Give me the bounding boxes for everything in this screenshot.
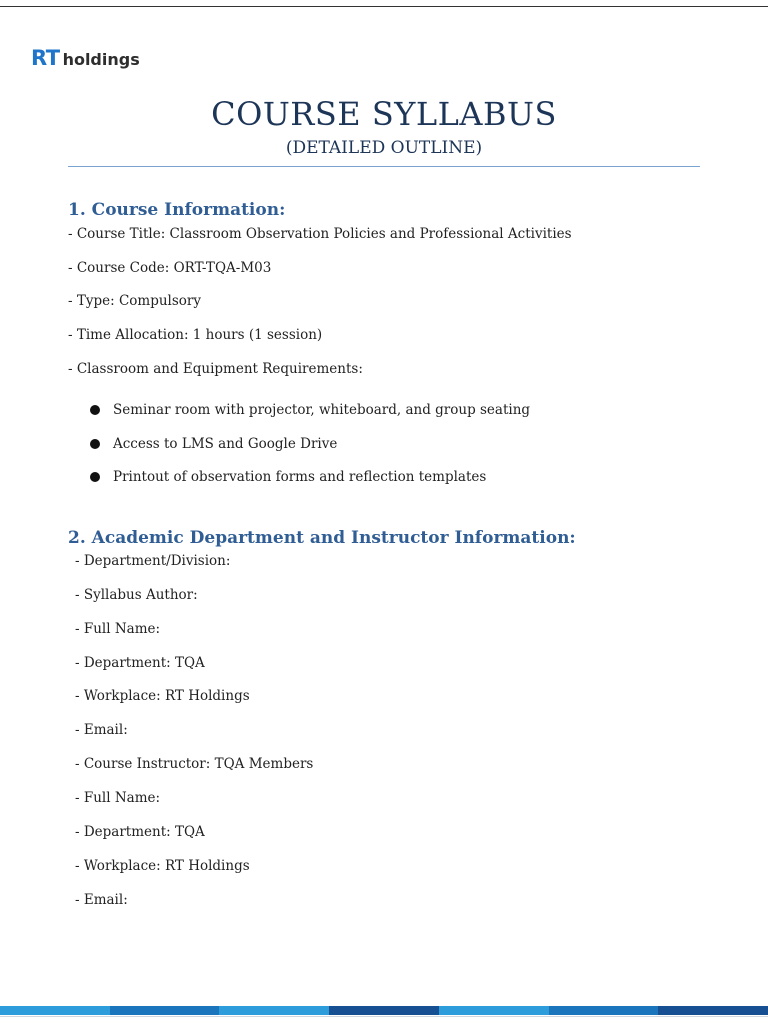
instructor-workplace-line: - Workplace: RT Holdings [75, 858, 250, 874]
bullet-text: Access to LMS and Google Drive [113, 436, 338, 452]
time-allocation-line: - Time Allocation: 1 hours (1 session) [68, 327, 323, 343]
list-item [90, 402, 530, 418]
footer-segment [439, 1006, 549, 1015]
footer-segment [0, 1006, 110, 1015]
section-heading-course-information: 1. Course Information: [68, 200, 286, 220]
footer-segment [329, 1006, 439, 1015]
footer-segment [219, 1006, 329, 1015]
section-heading-department-instructor: 2. Academic Department and Instructor Information: [68, 528, 576, 548]
course-code-line: - Course Code: ORT-TQA-M03 [68, 260, 272, 276]
bullet-icon [90, 472, 100, 482]
footer-color-band [0, 1006, 768, 1015]
document-title: COURSE SYLLABUS [211, 95, 557, 133]
requirements-line: - Classroom and Equipment Requirements: [68, 361, 363, 377]
author-email-line: - Email: [75, 722, 128, 738]
course-title-line: - Course Title: Classroom Observation Policies and Professional Activities [68, 226, 572, 242]
department-division-line: - Department/Division: [75, 553, 231, 569]
bullet-icon [90, 439, 100, 449]
logo-mark: RT [31, 46, 60, 70]
bullet-text: Seminar room with projector, whiteboard, and group seating [113, 402, 531, 418]
author-workplace-line: - Workplace: RT Holdings [75, 688, 250, 704]
title-divider [68, 166, 700, 167]
list-item [90, 436, 337, 452]
instructor-full-name-line: - Full Name: [75, 790, 161, 806]
course-instructor-line: - Course Instructor: TQA Members [75, 756, 314, 772]
course-type-line: - Type: Compulsory [68, 293, 202, 309]
footer-segment [110, 1006, 220, 1015]
footer-segment [658, 1006, 768, 1015]
document-subtitle: (DETAILED OUTLINE) [285, 138, 483, 158]
footer-segment [549, 1006, 659, 1015]
bullet-icon [90, 405, 100, 415]
company-logo [31, 46, 140, 70]
logo-wordmark: holdings [62, 50, 140, 69]
instructor-email-line: - Email: [75, 892, 128, 908]
syllabus-author-line: - Syllabus Author: [75, 587, 198, 603]
top-border [0, 6, 768, 7]
instructor-department-line: - Department: TQA [75, 824, 205, 840]
bottom-border [0, 1016, 768, 1017]
author-full-name-line: - Full Name: [75, 621, 161, 637]
author-department-line: - Department: TQA [75, 655, 205, 671]
bullet-text: Printout of observation forms and reflection templates [113, 469, 487, 485]
list-item [90, 469, 486, 485]
